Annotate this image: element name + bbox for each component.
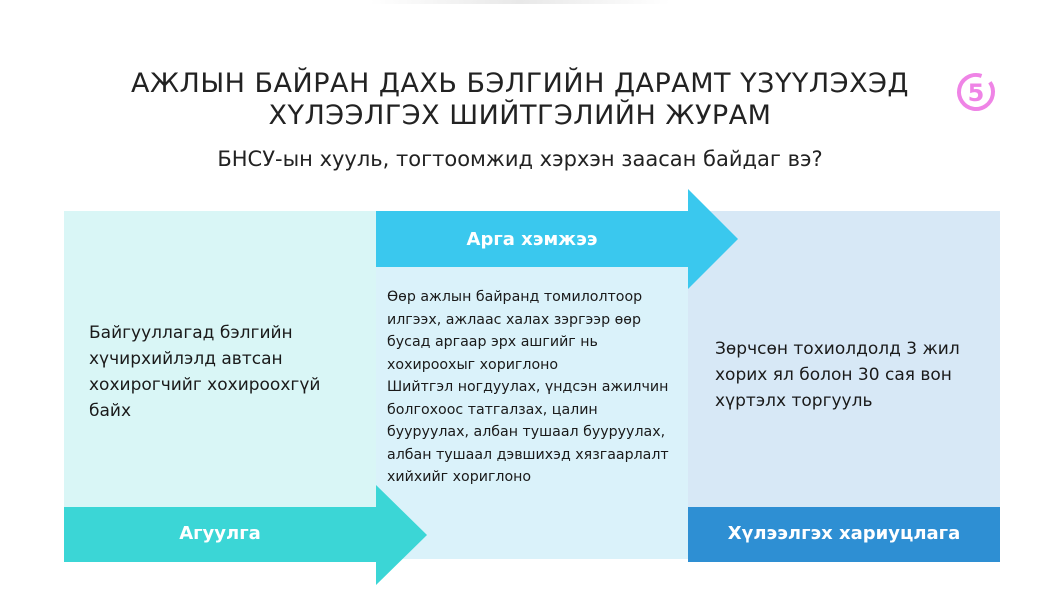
content-label: Агуулга: [179, 523, 261, 544]
measures-line: албан тушаал дэвшихэд хязгаарлалт: [387, 446, 669, 463]
measures-line: Шийтгэл ногдуулах, үндсэн ажилчин: [387, 379, 669, 395]
liability-line: хорих ял болон 30 сая вон: [715, 365, 952, 385]
measures-line: болгохоос татгалзах, цалин: [387, 401, 598, 418]
badge-number: 5: [967, 79, 985, 107]
content-text: [89, 320, 359, 424]
measures-line: бусад аргаар эрх ашгийг нь: [387, 334, 598, 350]
page-subtitle: БНСУ-ын хууль, тогтоомжид хэрхэн заасан байдаг вэ?: [217, 147, 823, 171]
measures-line: бууруулах, албан тушаал бууруулах,: [387, 424, 666, 440]
measures-line: хийхийг хориглоно: [387, 469, 532, 485]
content-line: байх: [89, 401, 132, 421]
content-line: хүчирхийлэлд автсан: [89, 349, 283, 369]
liability-text: [715, 336, 985, 414]
title-line-1: АЖЛЫН БАЙРАН ДАХЬ БЭЛГИЙН ДАРАМТ ҮЗҮҮЛЭХЭД: [130, 68, 910, 99]
title-line-2: ХҮЛЭЭЛГЭХ ШИЙТГЭЛИЙН ЖУРАМ: [268, 100, 772, 131]
content-line: хохирогчийг хохироохгүй: [89, 375, 321, 395]
measures-line: хохироохыг хориглоно: [387, 356, 559, 373]
measures-line: илгээх, ажлаас халах зэргээр өөр: [387, 311, 641, 328]
liability-line: Зөрчсөн тохиолдолд 3 жил: [715, 339, 960, 359]
content-line: Байгууллагад бэлгийн: [89, 323, 293, 343]
measures-label: Арга хэмжээ: [466, 229, 598, 250]
measures-text: [387, 286, 679, 489]
measures-line: Өөр ажлын байранд томилолтоор: [387, 289, 643, 305]
liability-line: хүртэлх торгууль: [715, 391, 873, 411]
liability-label: Хүлээлгэх хариуцлага: [727, 523, 961, 544]
